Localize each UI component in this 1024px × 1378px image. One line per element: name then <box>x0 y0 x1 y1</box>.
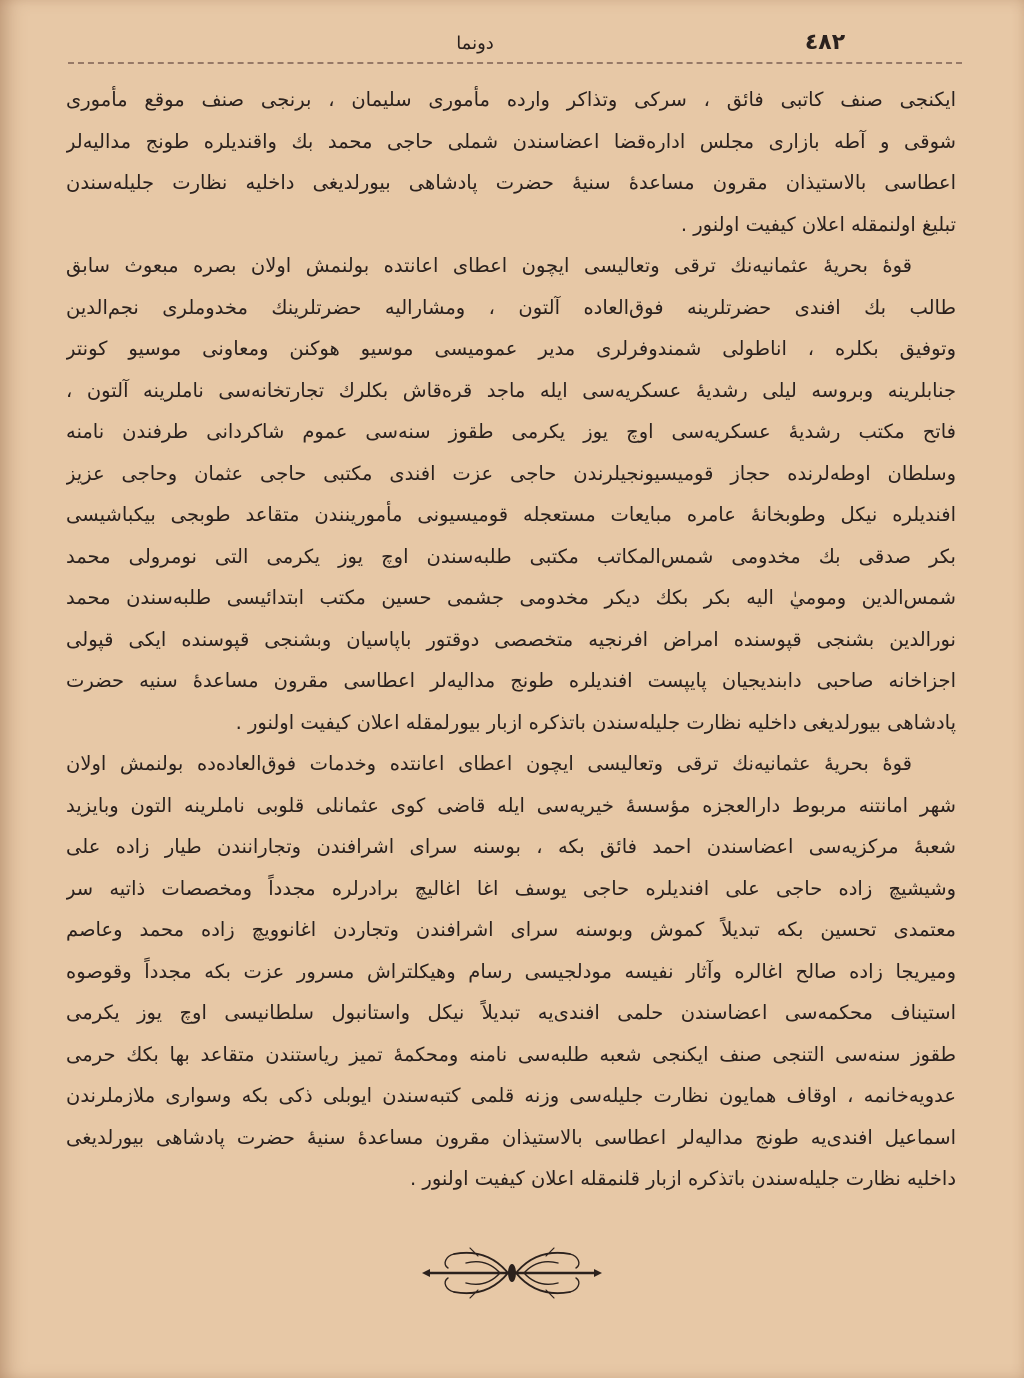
text-line: اعطاسى بالاستيذان مقرون مساعدهٔ سنيهٔ حضرت پادشاهى بيورلديغى داخليه نظارت جليله‌سندن <box>66 171 956 194</box>
text-line: شعبهٔ مركزيه‌سى اعضاسندن احمد فائق بكه ، بوسنه سراى اشرافندن وتجارانندن طيار زاده على <box>66 835 956 858</box>
header-divider <box>68 62 962 64</box>
text-line: اسماعيل افندى‌يه طونج مداليه‌لر اعطاسى بالاستيذان مقرون مساعدهٔ سنيهٔ حضرت پادشاهى بيورلديغى <box>66 1125 956 1149</box>
running-title: دونما <box>456 33 494 54</box>
text-line: داخليه نظارت جليله‌سندن باتذكره ازبار قلنمقله اعلان كيفيت اولنور . <box>410 1167 956 1190</box>
text-line: وميريجا زاده صالح اغالره وآثار نفيسه مودلجيسى رسام وهيكلتراش مسرور عزت بكه مجدداً وقوصوه <box>66 959 956 983</box>
text-line: طالب بك افندى حضرتلرينه فوق‌العاده آلتون ، ومشاراليه حضرتلرينك مخدوملرى نجم‌الدين <box>66 295 956 319</box>
text-line: جنابلرينه وبروسه ليلى رشديهٔ عسكريه‌سى ايله ماجد قره‌قاش بكلرك تجارتخانه‌سى ناملرينه آلتون ، <box>66 378 956 402</box>
body-text <box>66 79 956 1200</box>
text-line: شمس‌الدين وموميٰ اليه بكر بكك ديكر مخدومى جشمى حسين مكتب ابتدائيسى طلبه‌سندن محمد <box>66 586 956 609</box>
text-line: شهر امانتنه مربوط دارالعجزه مؤسسهٔ خيريه‌سى ايله قاضى كوى عثمانلى قلوبى ناملرينه التون وبايزيد <box>66 793 956 817</box>
text-line: معتمدى تحسين بكه تبديلاً كموش وبوسنه سراى اشرافندن وتجاردن اغانوويچ زاده محمد وعاصم <box>66 918 956 941</box>
floral-divider-ornament-icon <box>420 1244 604 1302</box>
text-line: نورالدين بشنجى قپوسنده امراض افرنجيه متخصصى دوقتور باپاسيان وبشنجى قپوسنده ايكى قپولى <box>66 627 956 651</box>
text-line: قوهٔ بحريهٔ عثمانيه‌نك ترقى وتعاليسى ايچون اعطاى اعانتده بولنمش اولان بصره مبعوث سابق <box>66 254 912 277</box>
text-line: بكر صدقى بك مخدومى شمس‌المكاتب مكتبى طلبه‌سندن اوچ يوز يكرمى التى نومرولى محمد <box>66 544 956 568</box>
text-line: وشيشيچ زاده حاجى على افنديلره حاجى يوسف اغا اغاليچ برادرلره مجدداً ومخصصات ذاتيه سر <box>66 876 956 900</box>
text-line: طقوز سنه‌سى التنجى صنف ايكنجى شعبه طلبه‌سى نامنه ومحكمهٔ تميز رياستندن متقاعد بها بكك حرمى <box>66 1042 956 1066</box>
text-line: فاتح مكتب رشديهٔ عسكريه‌سى اوچ يوز يكرمى طقوز سنه‌سى عموم شاكردانى طرفندن نامنه <box>66 420 956 443</box>
text-line: استيناف محكمه‌سى اعضاسندن حلمى افندى‌يه تبديلاً نيكل واستانبول سلطانيسى اوچ يوز يكرمى <box>66 1001 956 1024</box>
page-number: ٤٨٢ <box>804 30 846 55</box>
text-line: اجزاخانه صاحبى دابنديجيان پايپست افنديلره طونج مداليه‌لر اعطاسى مقرون مساعدهٔ سنيه حضرت <box>66 669 956 692</box>
text-line: وسلطان اوطه‌لرنده حجاز قوميسيونجيلرندن حاجى عزت افندى مكتبى حاجى عثمان وحاجى عزيز <box>66 461 956 485</box>
text-line: افنديلره نيكل وطوبخانهٔ عامره مبايعات مستعجله قوميسيونى مأمورينندن متقاعد طوبجى بيكباشيسى <box>66 503 956 526</box>
text-line: قوهٔ بحريهٔ عثمانيه‌نك ترقى وتعاليسى ايچون اعطاى اعانتده وخدمات فوق‌العاده‌ده بولنمش اولان <box>66 752 912 775</box>
text-line: وتوفيق بكلره ، اناطولى شمندوفرلرى مدير عموميسى موسيو هوكنن ومعاونى موسيو كونتر <box>66 337 956 360</box>
page-header <box>0 26 1024 62</box>
text-line: پادشاهى بيورلديغى داخليه نظارت جليله‌سندن باتذكره ازبار بيورلمقله اعلان كيفيت اولنور . <box>235 710 956 734</box>
text-line: شوقى و آطه بازارى مجلس اداره‌قضا اعضاسندن شملى حاجى محمد بك واقنديلره طونج مداليه‌لر <box>66 129 956 153</box>
text-line: عدويه‌خانمه ، اوقاف همايون نظارت جليله‌سى وزنه قلمى كتبه‌سندن ايوبلى ذكى بكه وسوارى ملازملرندن <box>66 1084 956 1107</box>
text-line: تبليغ اولنمقله اعلان كيفيت اولنور . <box>680 212 956 236</box>
text-line: ايكنجى صنف كاتبى فائق ، سركى وتذاكر وارده مأمورى سليمان ، برنجى صنف موقع مأمورى <box>66 88 956 111</box>
